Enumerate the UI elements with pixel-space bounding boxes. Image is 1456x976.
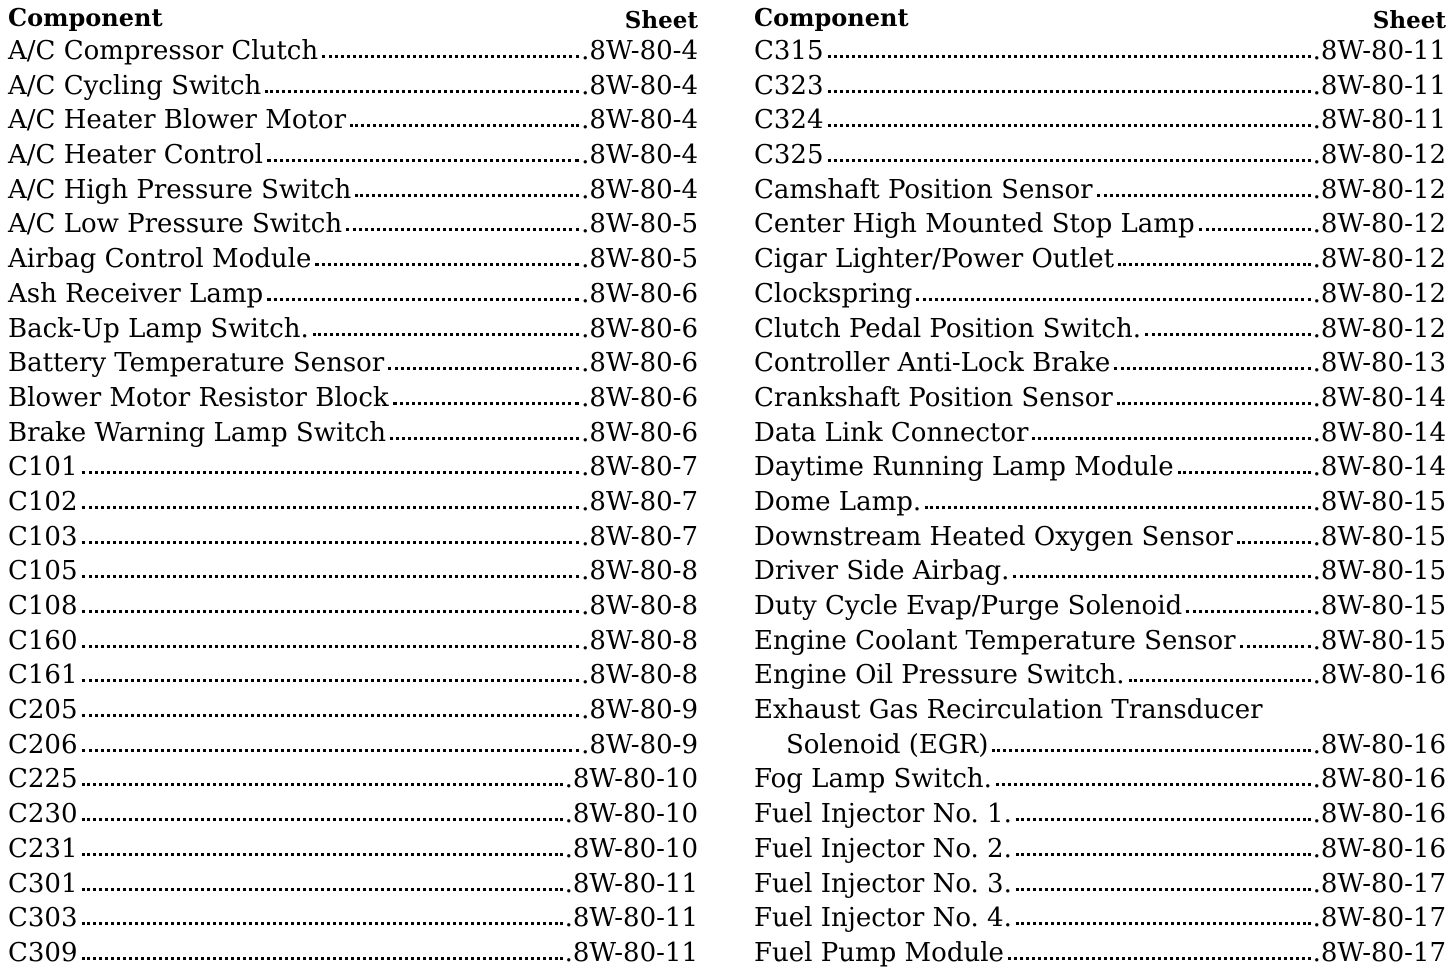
component-name: Fuel Pump Module [754,937,1004,968]
sheet-number: .8W-80-15 [1312,556,1446,587]
sheet-number: .8W-80-8 [581,591,698,621]
index-entry [8,624,698,659]
index-entry [8,554,698,589]
sheet-number: .8W-80-15 [1312,625,1446,656]
index-entry [8,589,698,624]
sheet-heading: Sheet [624,7,698,34]
component-name: C301 [8,868,78,899]
dot-leader [82,955,563,960]
dot-leader [267,296,579,301]
index-entry [754,589,1446,624]
index-entry [754,554,1446,589]
component-name: Solenoid (EGR) [786,729,989,760]
component-name: Back-Up Lamp Switch. [8,313,309,344]
component-name: A/C Cycling Switch [8,70,262,101]
index-entry [8,207,698,242]
sheet-number: .8W-80-16 [1312,729,1446,760]
component-name: Fuel Injector No. 4. [754,903,1012,934]
dot-leader [925,504,1310,509]
sheet-number: .8W-80-4 [581,140,698,171]
component-name: Downstream Heated Oxygen Sensor [754,521,1233,552]
index-entry [754,485,1446,520]
sheet-number: .8W-80-11 [564,868,698,899]
component-name: C303 [8,903,78,934]
dot-leader [267,157,579,162]
component-name: C325 [754,140,824,171]
index-entry [8,485,698,520]
dot-leader [82,886,563,891]
index-entry [754,624,1446,659]
sheet-number: .8W-80-9 [581,729,698,760]
dot-leader [996,781,1311,786]
component-name: C324 [754,105,824,136]
sheet-number: .8W-80-6 [581,348,698,379]
left-index-list [8,34,698,971]
component-name: Exhaust Gas Recirculation Transducer [754,695,1263,726]
dot-leader [1240,643,1311,648]
component-name: Fuel Injector No. 3. [754,868,1012,899]
component-name: Airbag Control Module [8,244,312,275]
dot-leader [1145,331,1311,336]
sheet-number: .8W-80-4 [581,105,698,136]
index-entry [754,416,1446,451]
component-name: Controller Anti-Lock Brake [754,348,1111,379]
dot-leader [82,539,580,544]
dot-leader [82,712,580,717]
component-name: Driver Side Airbag. [754,556,1010,587]
index-entry [8,520,698,555]
dot-leader [916,296,1310,301]
dot-leader [82,677,580,682]
component-name: Engine Oil Pressure Switch. [754,660,1125,691]
sheet-number: .8W-80-12 [1312,313,1446,344]
dot-leader [1097,192,1311,197]
sheet-number: .8W-80-8 [581,625,698,656]
dot-leader [1016,816,1311,821]
index-entry [754,797,1446,832]
component-name: C160 [8,625,78,656]
component-name: Data Link Connector [754,417,1029,448]
sheet-number: .8W-80-6 [581,417,698,448]
component-name: Center High Mounted Stop Lamp [754,209,1195,240]
index-entry [8,103,698,138]
component-name: Battery Temperature Sensor [8,348,385,379]
index-entry [8,450,698,485]
index-entry [754,693,1446,728]
index-entry [754,69,1446,104]
index-entry [754,520,1446,555]
sheet-number: .8W-80-17 [1312,868,1446,899]
sheet-number: .8W-80-12 [1312,140,1446,171]
sheet-number: .8W-80-15 [1312,591,1446,621]
component-name: Camshaft Position Sensor [754,174,1093,205]
component-name: A/C High Pressure Switch [8,174,352,205]
component-name: C206 [8,729,78,760]
dot-leader [82,469,580,474]
right-column [754,0,1446,971]
index-entry [754,103,1446,138]
index-entry [8,901,698,936]
dot-leader [1129,677,1311,682]
dot-leader [388,365,579,370]
dot-leader [82,504,580,509]
component-name: Clutch Pedal Position Switch. [754,313,1141,344]
right-column-header [754,0,1446,34]
dot-leader [82,643,580,648]
sheet-number: .8W-80-9 [581,695,698,726]
index-entry [754,242,1446,277]
sheet-number: .8W-80-10 [564,833,698,864]
component-name: Engine Coolant Temperature Sensor [754,625,1236,656]
index-entry [754,207,1446,242]
dot-leader [322,53,579,58]
dot-leader [1186,608,1310,613]
sheet-number: .8W-80-6 [581,313,698,344]
dot-leader [1008,955,1311,960]
sheet-number: .8W-80-11 [564,903,698,934]
dot-leader [1032,435,1310,440]
right-index-list [754,34,1446,971]
index-entry [8,936,698,971]
index-entry [754,312,1446,347]
component-name: C315 [754,36,824,66]
sheet-number: .8W-80-11 [564,937,698,968]
index-entry [8,138,698,173]
sheet-number: .8W-80-15 [1312,521,1446,552]
dot-leader [1016,886,1311,891]
component-name: A/C Low Pressure Switch [8,209,343,240]
dot-leader [315,261,579,266]
sheet-number: .8W-80-12 [1312,244,1446,275]
index-entry [8,277,698,312]
index-entry [754,277,1446,312]
component-name: Blower Motor Resistor Block [8,382,389,413]
dot-leader [390,435,579,440]
index-entry [754,450,1446,485]
dot-leader [346,226,579,231]
dot-leader [82,573,580,578]
sheet-number: .8W-80-6 [581,278,698,309]
component-name: Dome Lamp. [754,486,922,517]
sheet-number: .8W-80-12 [1312,209,1446,240]
index-entry [8,658,698,693]
component-heading: Component [8,3,163,32]
dot-leader [1117,400,1311,405]
sheet-number: .8W-80-12 [1312,174,1446,205]
sheet-number: .8W-80-14 [1312,452,1446,483]
sheet-number: .8W-80-15 [1312,486,1446,517]
index-entry [754,346,1446,381]
dot-leader [992,747,1310,752]
component-name: Fog Lamp Switch. [754,764,992,795]
component-name: Daytime Running Lamp Module [754,452,1174,483]
sheet-number: .8W-80-5 [581,209,698,240]
component-name: C231 [8,833,78,864]
sheet-number: .8W-80-6 [581,382,698,413]
component-name: Fuel Injector No. 2. [754,833,1012,864]
sheet-number: .8W-80-5 [581,244,698,275]
index-entry [754,832,1446,867]
index-entry [754,728,1446,763]
index-entry [8,346,698,381]
sheet-number: .8W-80-11 [1312,36,1446,66]
index-entry [8,728,698,763]
sheet-number: .8W-80-12 [1312,278,1446,309]
dot-leader [828,122,1311,127]
component-name: C309 [8,937,78,968]
index-entry [8,34,698,69]
component-name: C230 [8,799,78,830]
dot-leader [1016,920,1311,925]
component-name: C108 [8,591,78,621]
sheet-number: .8W-80-16 [1312,764,1446,795]
index-entry [8,797,698,832]
dot-leader [355,192,579,197]
dot-leader [1178,469,1311,474]
dot-leader [350,122,579,127]
index-entry [754,867,1446,902]
sheet-number: .8W-80-11 [1312,70,1446,101]
dot-leader [82,851,563,856]
dot-leader [828,88,1311,93]
dot-leader [828,157,1311,162]
component-name: A/C Compressor Clutch [8,36,319,66]
index-entry [8,69,698,104]
dot-leader [82,747,580,752]
sheet-number: .8W-80-8 [581,556,698,587]
index-entry [754,34,1446,69]
component-name: C102 [8,486,78,517]
index-entry [754,936,1446,971]
component-name: Brake Warning Lamp Switch [8,417,387,448]
component-name: C161 [8,660,78,691]
sheet-number: .8W-80-13 [1312,348,1446,379]
component-name: C323 [754,70,824,101]
index-entry [754,381,1446,416]
sheet-number: .8W-80-4 [581,36,698,66]
sheet-number: .8W-80-4 [581,70,698,101]
index-entry [8,381,698,416]
sheet-number: .8W-80-8 [581,660,698,691]
left-column-header [8,0,698,34]
sheet-number: .8W-80-10 [564,764,698,795]
index-entry [8,693,698,728]
component-name: Crankshaft Position Sensor [754,382,1113,413]
dot-leader [1118,261,1310,266]
sheet-number: .8W-80-11 [1312,105,1446,136]
sheet-number: .8W-80-16 [1312,660,1446,691]
component-name: Clockspring [754,278,913,309]
dot-leader [265,88,579,93]
dot-leader [1199,226,1311,231]
dot-leader [393,400,580,405]
component-name: Cigar Lighter/Power Outlet [754,244,1115,275]
dot-leader [1114,365,1310,370]
sheet-number: .8W-80-4 [581,174,698,205]
component-name: C205 [8,695,78,726]
dot-leader [313,331,579,336]
sheet-heading: Sheet [1372,7,1446,34]
index-entry [754,138,1446,173]
component-name: C101 [8,452,78,483]
sheet-number: .8W-80-14 [1312,382,1446,413]
component-name: Duty Cycle Evap/Purge Solenoid [754,591,1183,621]
dot-leader [82,608,580,613]
index-entry [8,416,698,451]
index-entry [8,762,698,797]
component-heading: Component [754,3,909,32]
dot-leader [828,53,1311,58]
index-entry [8,867,698,902]
sheet-number: .8W-80-14 [1312,417,1446,448]
component-name: Fuel Injector No. 1. [754,799,1012,830]
dot-leader [82,781,563,786]
component-name: Ash Receiver Lamp [8,278,264,309]
dot-leader [1016,851,1311,856]
index-entry [754,901,1446,936]
index-entry [8,242,698,277]
index-entry [754,762,1446,797]
sheet-number: .8W-80-7 [581,452,698,483]
sheet-number: .8W-80-7 [581,521,698,552]
component-name: C225 [8,764,78,795]
dot-leader [1013,573,1310,578]
left-column [8,0,698,971]
dot-leader [82,920,563,925]
index-entry [8,312,698,347]
index-entry [8,173,698,208]
component-name: C105 [8,556,78,587]
dot-leader [1237,539,1311,544]
dot-leader [82,816,563,821]
component-name: A/C Heater Blower Motor [8,105,346,136]
sheet-number: .8W-80-16 [1312,799,1446,830]
component-name: C103 [8,521,78,552]
component-name: A/C Heater Control [8,140,263,171]
sheet-number: .8W-80-17 [1312,903,1446,934]
sheet-number: .8W-80-17 [1312,937,1446,968]
sheet-number: .8W-80-10 [564,799,698,830]
sheet-number: .8W-80-7 [581,486,698,517]
index-entry [8,832,698,867]
index-entry [754,658,1446,693]
index-entry [754,173,1446,208]
sheet-number: .8W-80-16 [1312,833,1446,864]
